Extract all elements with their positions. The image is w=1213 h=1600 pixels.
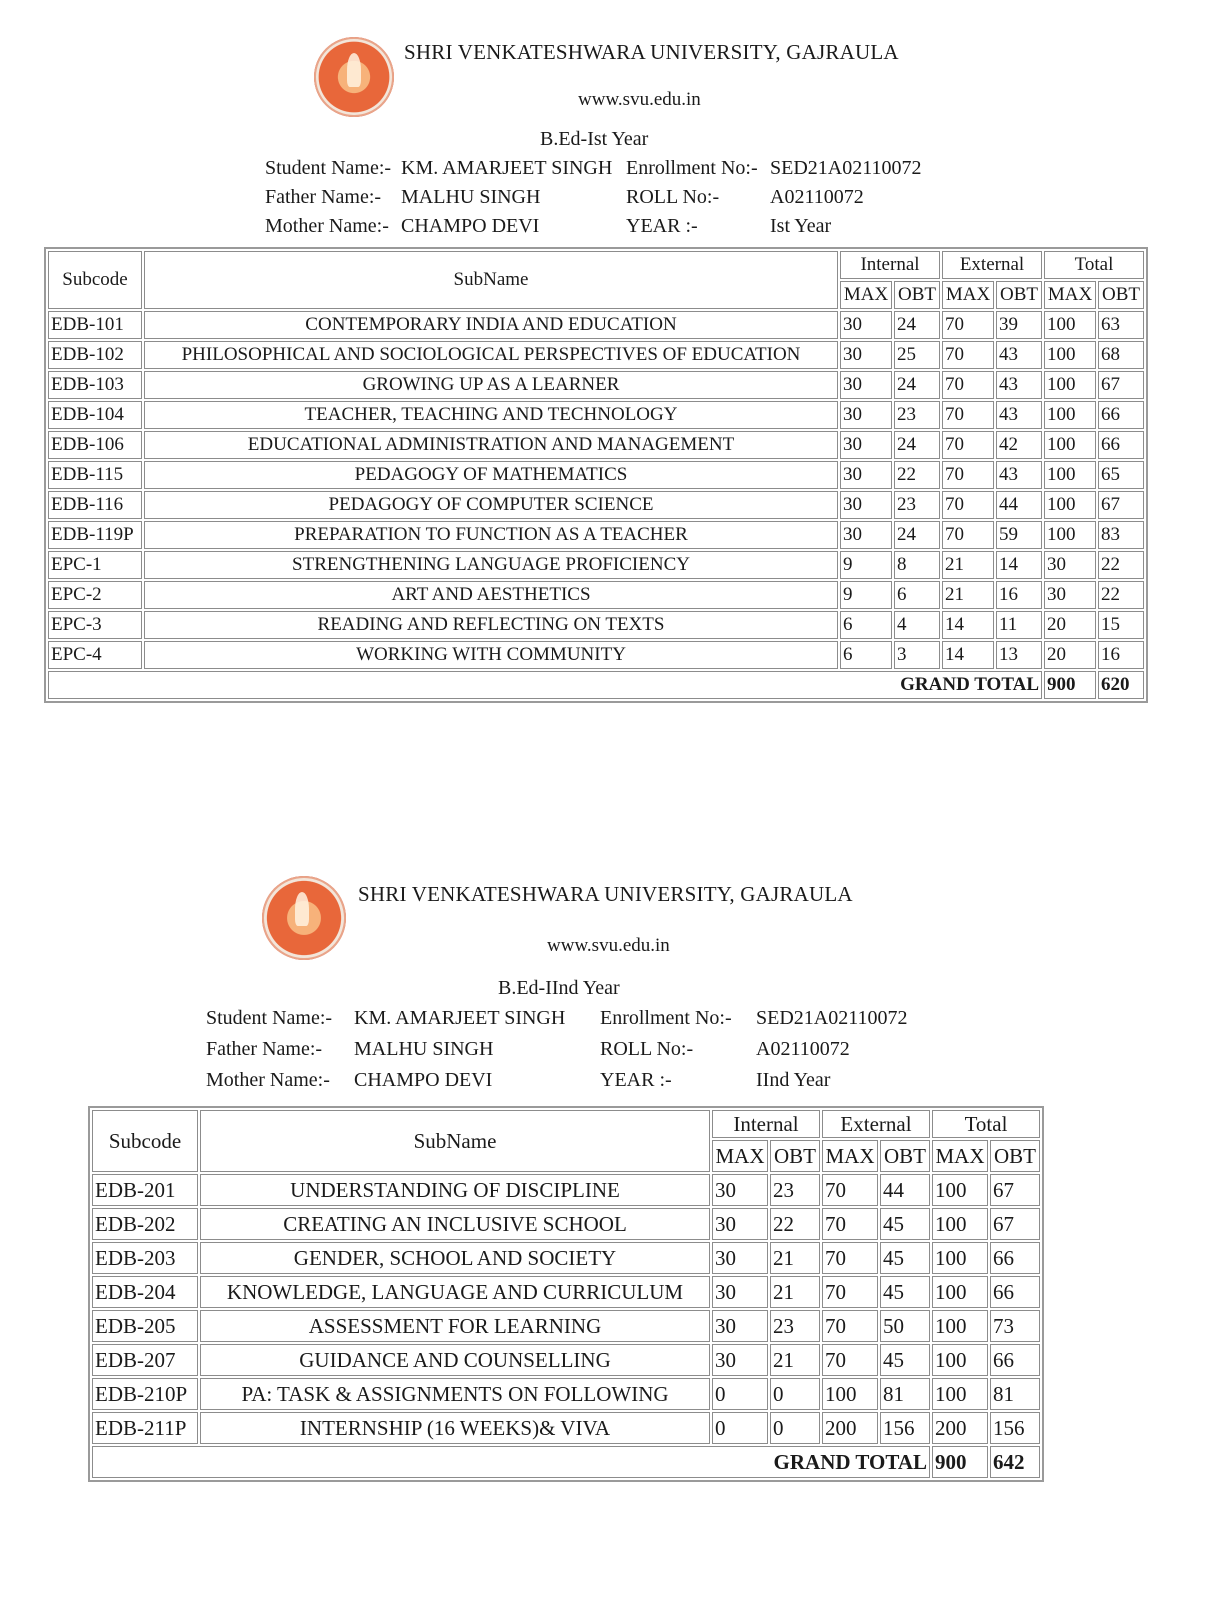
mother-name-label: Mother Name:- [206, 1069, 330, 1091]
grand-total-max: 900 [932, 1446, 988, 1478]
total-max-cell: 100 [1044, 341, 1096, 369]
external-max-cell: 70 [942, 491, 994, 519]
subject-name-cell: GUIDANCE AND COUNSELLING [200, 1344, 710, 1376]
course-title: B.Ed-IInd Year [498, 977, 620, 999]
university-name: SHRI VENKATESHWARA UNIVERSITY, GAJRAULA [404, 40, 899, 64]
total-max-cell: 100 [1044, 491, 1096, 519]
external-max-cell: 70 [822, 1174, 878, 1206]
grand-total-label: GRAND TOTAL [48, 671, 1042, 699]
table-row [48, 371, 1144, 399]
total-max-cell: 100 [932, 1174, 988, 1206]
external-obt-header: OBT [996, 281, 1042, 309]
subject-name-cell: WORKING WITH COMMUNITY [144, 641, 838, 669]
total-obt-header: OBT [1098, 281, 1144, 309]
external-max-cell: 70 [942, 401, 994, 429]
internal-obt-header: OBT [894, 281, 940, 309]
internal-max-cell: 30 [712, 1242, 768, 1274]
internal-obt-cell: 8 [894, 551, 940, 579]
subject-name-cell: GROWING UP AS A LEARNER [144, 371, 838, 399]
internal-max-cell: 30 [840, 341, 892, 369]
external-max-cell: 70 [942, 461, 994, 489]
course-title: B.Ed-Ist Year [540, 128, 649, 150]
subname-header: SubName [200, 1110, 710, 1172]
external-obt-cell: 16 [996, 581, 1042, 609]
university-logo-icon [262, 876, 346, 960]
internal-obt-cell: 24 [894, 521, 940, 549]
total-max-cell: 30 [1044, 551, 1096, 579]
total-max-cell: 100 [1044, 521, 1096, 549]
marksheet-year-2 [0, 860, 1213, 1600]
internal-obt-cell: 4 [894, 611, 940, 639]
total-obt-cell: 22 [1098, 581, 1144, 609]
subject-name-cell: CREATING AN INCLUSIVE SCHOOL [200, 1208, 710, 1240]
table-row [92, 1310, 1040, 1342]
total-max-cell: 100 [932, 1242, 988, 1274]
enrollment-label: Enrollment No:- [626, 157, 758, 179]
total-header: Total [932, 1110, 1040, 1138]
subject-code-cell: EDB-201 [92, 1174, 198, 1206]
subject-code-cell: EDB-203 [92, 1242, 198, 1274]
external-max-cell: 70 [942, 311, 994, 339]
external-obt-cell: 50 [880, 1310, 930, 1342]
total-obt-cell: 66 [990, 1344, 1040, 1376]
roll-no-label: ROLL No:- [626, 186, 720, 208]
grand-total-obt: 620 [1098, 671, 1144, 699]
marks-table [88, 1106, 1044, 1482]
internal-header: Internal [712, 1110, 820, 1138]
external-max-cell: 70 [822, 1344, 878, 1376]
internal-obt-cell: 6 [894, 581, 940, 609]
external-max-cell: 14 [942, 641, 994, 669]
mother-name-value: CHAMPO DEVI [401, 215, 540, 237]
table-row [48, 491, 1144, 519]
enrollment-value: SED21A02110072 [756, 1007, 908, 1029]
subject-name-cell: GENDER, SCHOOL AND SOCIETY [200, 1242, 710, 1274]
subject-code-cell: EDB-106 [48, 431, 142, 459]
total-obt-cell: 67 [990, 1208, 1040, 1240]
total-obt-cell: 16 [1098, 641, 1144, 669]
subject-code-cell: EDB-102 [48, 341, 142, 369]
total-max-cell: 100 [932, 1208, 988, 1240]
internal-max-cell: 30 [840, 401, 892, 429]
grand-total-label: GRAND TOTAL [92, 1446, 930, 1478]
subject-name-cell: STRENGTHENING LANGUAGE PROFICIENCY [144, 551, 838, 579]
subject-name-cell: UNDERSTANDING OF DISCIPLINE [200, 1174, 710, 1206]
external-max-cell: 21 [942, 581, 994, 609]
internal-obt-cell: 25 [894, 341, 940, 369]
external-max-cell: 100 [822, 1378, 878, 1410]
external-max-cell: 70 [942, 521, 994, 549]
internal-max-header: MAX [840, 281, 892, 309]
year-value: IInd Year [756, 1069, 831, 1091]
subject-code-cell: EDB-211P [92, 1412, 198, 1444]
total-obt-header: OBT [990, 1140, 1040, 1172]
table-row [92, 1344, 1040, 1376]
external-obt-cell: 45 [880, 1208, 930, 1240]
grand-total-row [48, 671, 1144, 699]
total-max-cell: 100 [1044, 311, 1096, 339]
external-max-cell: 70 [822, 1242, 878, 1274]
table-row [48, 581, 1144, 609]
table-row [48, 311, 1144, 339]
table-row [92, 1378, 1040, 1410]
internal-obt-cell: 21 [770, 1344, 820, 1376]
external-obt-cell: 43 [996, 461, 1042, 489]
internal-obt-cell: 22 [770, 1208, 820, 1240]
internal-obt-cell: 23 [770, 1174, 820, 1206]
subject-name-cell: EDUCATIONAL ADMINISTRATION AND MANAGEMENT [144, 431, 838, 459]
external-max-cell: 70 [942, 431, 994, 459]
total-max-cell: 200 [932, 1412, 988, 1444]
father-name-value: MALHU SINGH [354, 1038, 494, 1060]
enrollment-value: SED21A02110072 [770, 157, 922, 179]
subject-name-cell: PEDAGOGY OF MATHEMATICS [144, 461, 838, 489]
internal-obt-header: OBT [770, 1140, 820, 1172]
subject-name-cell: ART AND AESTHETICS [144, 581, 838, 609]
student-name-value: KM. AMARJEET SINGH [401, 157, 613, 179]
subject-code-cell: EDB-103 [48, 371, 142, 399]
table-row [48, 521, 1144, 549]
internal-max-cell: 30 [712, 1344, 768, 1376]
external-max-cell: 70 [822, 1310, 878, 1342]
marks-table [44, 247, 1148, 703]
external-max-cell: 70 [822, 1276, 878, 1308]
mother-name-label: Mother Name:- [265, 215, 389, 237]
external-obt-cell: 39 [996, 311, 1042, 339]
subject-code-cell: EPC-3 [48, 611, 142, 639]
table-row [48, 461, 1144, 489]
enrollment-label: Enrollment No:- [600, 1007, 732, 1029]
internal-max-cell: 30 [712, 1208, 768, 1240]
internal-obt-cell: 24 [894, 311, 940, 339]
external-max-header: MAX [942, 281, 994, 309]
roll-no-value: A02110072 [770, 186, 864, 208]
table-row [92, 1242, 1040, 1274]
external-max-cell: 70 [942, 341, 994, 369]
internal-obt-cell: 22 [894, 461, 940, 489]
subject-code-cell: EDB-115 [48, 461, 142, 489]
total-max-cell: 100 [1044, 431, 1096, 459]
subject-code-cell: EDB-119P [48, 521, 142, 549]
total-obt-cell: 66 [990, 1276, 1040, 1308]
student-info [265, 157, 965, 244]
subject-code-cell: EPC-2 [48, 581, 142, 609]
total-max-cell: 20 [1044, 641, 1096, 669]
internal-max-cell: 30 [840, 461, 892, 489]
external-obt-cell: 11 [996, 611, 1042, 639]
total-obt-cell: 67 [1098, 491, 1144, 519]
table-row [48, 341, 1144, 369]
table-row [92, 1412, 1040, 1444]
external-obt-header: OBT [880, 1140, 930, 1172]
external-max-cell: 70 [942, 371, 994, 399]
table-row [92, 1174, 1040, 1206]
total-obt-cell: 67 [1098, 371, 1144, 399]
external-max-header: MAX [822, 1140, 878, 1172]
grand-total-obt: 642 [990, 1446, 1040, 1478]
father-name-label: Father Name:- [206, 1038, 323, 1060]
subcode-header: Subcode [92, 1110, 198, 1172]
internal-obt-cell: 21 [770, 1276, 820, 1308]
external-obt-cell: 13 [996, 641, 1042, 669]
subname-header: SubName [144, 251, 838, 309]
internal-obt-cell: 23 [894, 401, 940, 429]
university-logo-icon [314, 37, 394, 117]
total-max-cell: 100 [1044, 401, 1096, 429]
internal-obt-cell: 23 [894, 491, 940, 519]
year-value: Ist Year [770, 215, 832, 237]
table-row [48, 551, 1144, 579]
total-obt-cell: 66 [990, 1242, 1040, 1274]
subject-code-cell: EDB-202 [92, 1208, 198, 1240]
internal-max-cell: 30 [840, 491, 892, 519]
total-max-cell: 20 [1044, 611, 1096, 639]
external-obt-cell: 44 [880, 1174, 930, 1206]
subject-code-cell: EDB-207 [92, 1344, 198, 1376]
total-max-header: MAX [932, 1140, 988, 1172]
total-obt-cell: 73 [990, 1310, 1040, 1342]
total-obt-cell: 81 [990, 1378, 1040, 1410]
internal-obt-cell: 0 [770, 1412, 820, 1444]
external-header: External [822, 1110, 930, 1138]
university-name: SHRI VENKATESHWARA UNIVERSITY, GAJRAULA [358, 882, 853, 906]
internal-max-cell: 30 [712, 1174, 768, 1206]
subject-name-cell: READING AND REFLECTING ON TEXTS [144, 611, 838, 639]
external-obt-cell: 81 [880, 1378, 930, 1410]
subject-code-cell: EDB-116 [48, 491, 142, 519]
subject-name-cell: ASSESSMENT FOR LEARNING [200, 1310, 710, 1342]
total-max-cell: 30 [1044, 581, 1096, 609]
university-website: www.svu.edu.in [547, 935, 670, 956]
external-obt-cell: 45 [880, 1242, 930, 1274]
internal-max-cell: 6 [840, 641, 892, 669]
internal-max-cell: 30 [840, 311, 892, 339]
table-row [48, 611, 1144, 639]
total-obt-cell: 65 [1098, 461, 1144, 489]
table-row [92, 1276, 1040, 1308]
internal-max-cell: 30 [840, 431, 892, 459]
subject-name-cell: CONTEMPORARY INDIA AND EDUCATION [144, 311, 838, 339]
table-row [92, 1208, 1040, 1240]
year-label: YEAR :- [600, 1069, 672, 1091]
internal-obt-cell: 24 [894, 431, 940, 459]
total-obt-cell: 68 [1098, 341, 1144, 369]
internal-max-cell: 30 [712, 1276, 768, 1308]
internal-max-cell: 9 [840, 581, 892, 609]
subject-name-cell: PEDAGOGY OF COMPUTER SCIENCE [144, 491, 838, 519]
subject-code-cell: EPC-1 [48, 551, 142, 579]
total-max-cell: 100 [1044, 461, 1096, 489]
external-obt-cell: 14 [996, 551, 1042, 579]
internal-max-cell: 30 [712, 1310, 768, 1342]
student-name-value: KM. AMARJEET SINGH [354, 1007, 566, 1029]
total-max-header: MAX [1044, 281, 1096, 309]
external-obt-cell: 43 [996, 341, 1042, 369]
external-max-cell: 200 [822, 1412, 878, 1444]
father-name-label: Father Name:- [265, 186, 382, 208]
subject-code-cell: EDB-205 [92, 1310, 198, 1342]
external-obt-cell: 44 [996, 491, 1042, 519]
external-obt-cell: 42 [996, 431, 1042, 459]
total-obt-cell: 63 [1098, 311, 1144, 339]
subject-code-cell: EDB-104 [48, 401, 142, 429]
mother-name-value: CHAMPO DEVI [354, 1069, 493, 1091]
total-max-cell: 100 [932, 1378, 988, 1410]
external-obt-cell: 45 [880, 1276, 930, 1308]
subject-name-cell: PA: TASK & ASSIGNMENTS ON FOLLOWING [200, 1378, 710, 1410]
total-max-cell: 100 [932, 1310, 988, 1342]
year-label: YEAR :- [626, 215, 698, 237]
marksheet-year-1 [0, 0, 1213, 760]
external-obt-cell: 156 [880, 1412, 930, 1444]
internal-obt-cell: 0 [770, 1378, 820, 1410]
roll-no-label: ROLL No:- [600, 1038, 694, 1060]
internal-obt-cell: 3 [894, 641, 940, 669]
total-obt-cell: 67 [990, 1174, 1040, 1206]
total-header: Total [1044, 251, 1144, 279]
external-max-cell: 70 [822, 1208, 878, 1240]
subject-code-cell: EDB-210P [92, 1378, 198, 1410]
university-website: www.svu.edu.in [578, 89, 701, 110]
roll-no-value: A02110072 [756, 1038, 850, 1060]
total-obt-cell: 22 [1098, 551, 1144, 579]
internal-obt-cell: 23 [770, 1310, 820, 1342]
internal-max-cell: 9 [840, 551, 892, 579]
internal-max-cell: 0 [712, 1412, 768, 1444]
subcode-header: Subcode [48, 251, 142, 309]
subject-name-cell: PREPARATION TO FUNCTION AS A TEACHER [144, 521, 838, 549]
student-name-label: Student Name:- [206, 1007, 333, 1029]
internal-obt-cell: 21 [770, 1242, 820, 1274]
external-obt-cell: 59 [996, 521, 1042, 549]
father-name-value: MALHU SINGH [401, 186, 541, 208]
internal-max-cell: 30 [840, 371, 892, 399]
student-name-label: Student Name:- [265, 157, 392, 179]
total-max-cell: 100 [932, 1344, 988, 1376]
external-obt-cell: 43 [996, 371, 1042, 399]
internal-max-cell: 6 [840, 611, 892, 639]
total-obt-cell: 66 [1098, 431, 1144, 459]
table-row [48, 401, 1144, 429]
total-obt-cell: 66 [1098, 401, 1144, 429]
external-obt-cell: 43 [996, 401, 1042, 429]
external-header: External [942, 251, 1042, 279]
internal-obt-cell: 24 [894, 371, 940, 399]
subject-name-cell: KNOWLEDGE, LANGUAGE AND CURRICULUM [200, 1276, 710, 1308]
table-row [48, 431, 1144, 459]
subject-name-cell: INTERNSHIP (16 WEEKS)& VIVA [200, 1412, 710, 1444]
table-row [48, 641, 1144, 669]
grand-total-max: 900 [1044, 671, 1096, 699]
subject-code-cell: EDB-204 [92, 1276, 198, 1308]
student-info [206, 1007, 936, 1100]
grand-total-row [92, 1446, 1040, 1478]
total-obt-cell: 15 [1098, 611, 1144, 639]
subject-name-cell: TEACHER, TEACHING AND TECHNOLOGY [144, 401, 838, 429]
total-max-cell: 100 [1044, 371, 1096, 399]
external-max-cell: 14 [942, 611, 994, 639]
subject-code-cell: EDB-101 [48, 311, 142, 339]
internal-max-cell: 30 [840, 521, 892, 549]
internal-max-cell: 0 [712, 1378, 768, 1410]
subject-code-cell: EPC-4 [48, 641, 142, 669]
external-obt-cell: 45 [880, 1344, 930, 1376]
internal-header: Internal [840, 251, 940, 279]
total-max-cell: 100 [932, 1276, 988, 1308]
internal-max-header: MAX [712, 1140, 768, 1172]
total-obt-cell: 83 [1098, 521, 1144, 549]
total-obt-cell: 156 [990, 1412, 1040, 1444]
external-max-cell: 21 [942, 551, 994, 579]
subject-name-cell: PHILOSOPHICAL AND SOCIOLOGICAL PERSPECTIVES OF EDUCATION [144, 341, 838, 369]
